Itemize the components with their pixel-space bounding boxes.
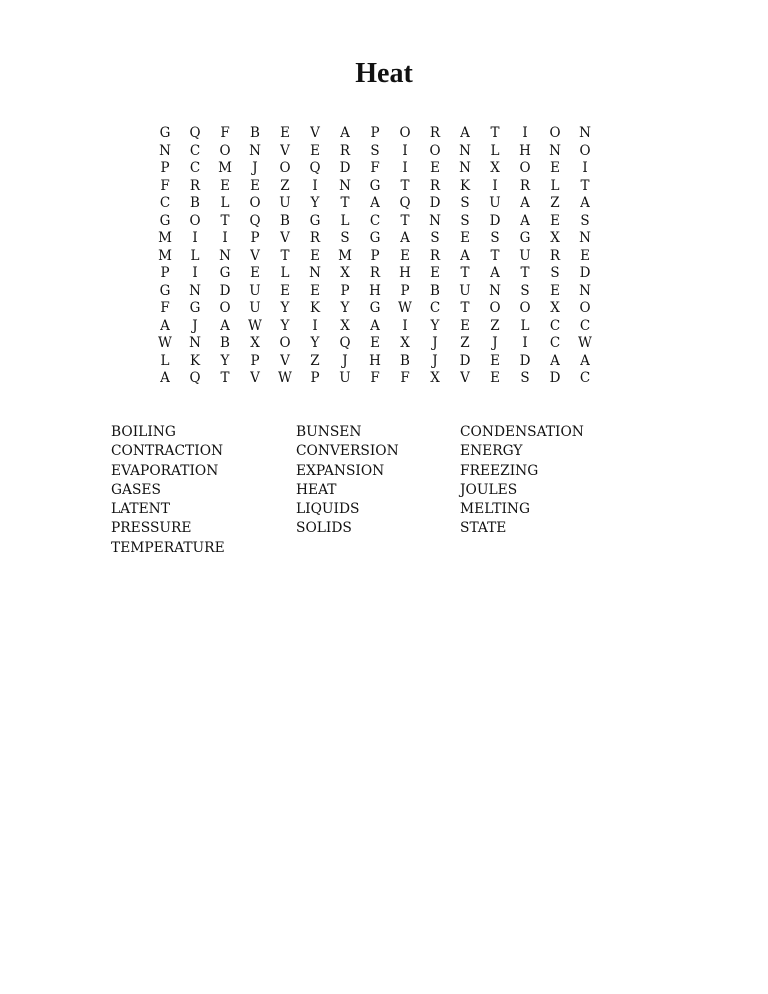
word-list-item: FREEZING (460, 462, 539, 479)
grid-letter: D (219, 282, 231, 299)
grid-letter: O (219, 142, 231, 159)
grid-letter: P (250, 352, 260, 369)
grid-letter: Z (550, 195, 560, 211)
grid-letter: L (220, 195, 230, 211)
grid-letter: B (430, 282, 440, 299)
grid-letter: T (490, 247, 500, 264)
grid-letter: J (192, 317, 198, 334)
word-list-row (111, 519, 671, 538)
grid-letter: E (460, 317, 470, 334)
grid-letter: N (219, 247, 231, 264)
word-list-row (111, 462, 671, 481)
grid-row (150, 178, 600, 196)
grid-row (150, 143, 600, 161)
grid-letter: C (369, 212, 381, 229)
grid-letter: E (250, 177, 260, 194)
grid-letter: O (249, 195, 261, 211)
grid-letter: G (159, 212, 171, 229)
grid-letter: O (189, 212, 201, 229)
grid-letter: Z (310, 352, 320, 369)
grid-letter: V (310, 125, 320, 141)
grid-letter: S (460, 212, 470, 229)
grid-letter: E (370, 335, 380, 351)
grid-letter: O (519, 160, 531, 176)
grid-letter: G (369, 300, 381, 316)
grid-letter: N (579, 230, 591, 246)
grid-letter: N (459, 142, 471, 159)
grid-letter: G (369, 230, 381, 246)
grid-row (150, 160, 600, 178)
grid-letter: P (400, 282, 410, 299)
grid-letter: D (339, 160, 351, 176)
grid-letter: V (280, 142, 290, 159)
grid-letter: A (370, 317, 380, 334)
grid-letter: G (189, 300, 201, 316)
grid-letter: T (220, 212, 230, 229)
grid-letter: E (310, 282, 320, 299)
grid-letter: V (250, 370, 260, 386)
grid-letter: K (189, 352, 201, 369)
grid-letter: Z (490, 317, 500, 334)
grid-letter: T (400, 177, 410, 194)
grid-letter: S (490, 230, 500, 246)
grid-letter: C (579, 370, 591, 386)
grid-letter: N (429, 212, 441, 229)
grid-letter: S (370, 142, 380, 159)
grid-letter: Y (280, 300, 290, 316)
grid-letter: E (430, 160, 440, 176)
grid-letter: N (489, 282, 501, 299)
grid-letter: V (250, 247, 260, 264)
grid-letter: A (460, 247, 470, 264)
grid-row (150, 195, 600, 213)
grid-letter: H (369, 352, 381, 369)
grid-letter: E (580, 247, 590, 264)
grid-letter: I (312, 317, 318, 334)
grid-letter: A (400, 230, 410, 246)
grid-letter: E (460, 230, 470, 246)
grid-letter: X (400, 335, 410, 351)
grid-letter: U (519, 247, 531, 264)
grid-letter: V (460, 370, 470, 386)
word-list-item: TEMPERATURE (111, 539, 225, 556)
grid-letter: G (369, 177, 381, 194)
grid-letter: B (400, 352, 410, 369)
grid-letter: I (192, 265, 198, 281)
grid-letter: S (430, 230, 440, 246)
grid-letter: E (550, 212, 560, 229)
grid-letter: E (310, 247, 320, 264)
grid-letter: S (340, 230, 350, 246)
grid-letter: C (189, 142, 201, 159)
grid-letter: S (580, 212, 590, 229)
grid-letter: L (280, 265, 290, 281)
grid-letter: E (550, 282, 560, 299)
word-list-item: EVAPORATION (111, 462, 219, 479)
grid-letter: O (519, 300, 531, 316)
grid-letter: W (578, 335, 592, 351)
grid-letter: N (249, 142, 261, 159)
grid-letter: C (429, 300, 441, 316)
grid-letter: X (550, 300, 560, 316)
grid-letter: T (460, 300, 470, 316)
grid-letter: T (580, 177, 590, 194)
grid-letter: E (250, 265, 260, 281)
grid-row (150, 353, 600, 371)
grid-letter: I (402, 317, 408, 334)
grid-letter: L (520, 317, 530, 334)
grid-letter: O (429, 142, 441, 159)
grid-letter: T (460, 265, 470, 281)
grid-letter: P (370, 125, 380, 141)
grid-letter: N (309, 265, 321, 281)
grid-letter: D (519, 352, 531, 369)
grid-row (150, 283, 600, 301)
word-list-item: BOILING (111, 424, 176, 440)
grid-letter: U (279, 195, 291, 211)
grid-letter: Z (280, 177, 290, 194)
grid-letter: Q (249, 212, 261, 229)
grid-letter: R (339, 142, 351, 159)
grid-letter: T (520, 265, 530, 281)
grid-letter: L (160, 352, 170, 369)
grid-letter: R (429, 177, 441, 194)
grid-letter: D (459, 352, 471, 369)
grid-letter: F (370, 370, 380, 386)
grid-letter: X (430, 370, 440, 386)
grid-letter: H (399, 265, 411, 281)
grid-letter: D (549, 370, 561, 386)
grid-letter: M (158, 230, 172, 246)
grid-letter: R (189, 177, 201, 194)
grid-letter: X (490, 160, 500, 176)
grid-letter: Q (339, 335, 351, 351)
grid-letter: J (252, 160, 258, 176)
grid-letter: B (190, 195, 200, 211)
word-list-item: BUNSEN (296, 424, 362, 440)
word-list (111, 423, 671, 558)
grid-letter: Y (340, 300, 350, 316)
grid-letter: A (520, 212, 530, 229)
grid-letter: E (490, 352, 500, 369)
grid-letter: X (340, 265, 350, 281)
grid-letter: E (400, 247, 410, 264)
grid-letter: Y (220, 352, 230, 369)
grid-letter: D (579, 265, 591, 281)
grid-letter: C (549, 335, 561, 351)
word-list-item: LIQUIDS (296, 501, 360, 518)
word-list-item: STATE (460, 520, 507, 537)
grid-letter: S (520, 370, 530, 386)
grid-letter: Y (310, 195, 320, 211)
grid-letter: M (338, 247, 352, 264)
grid-letter: V (280, 230, 290, 246)
grid-letter: S (550, 265, 560, 281)
grid-letter: P (370, 247, 380, 264)
grid-letter: X (250, 335, 260, 351)
word-list-item: HEAT (296, 481, 337, 498)
grid-letter: F (370, 160, 380, 176)
grid-letter: Z (460, 335, 470, 351)
grid-letter: O (279, 160, 291, 176)
grid-row (150, 335, 600, 353)
grid-letter: P (160, 160, 170, 176)
grid-letter: Q (309, 160, 321, 176)
grid-letter: K (459, 177, 471, 194)
grid-row (150, 248, 600, 266)
grid-row (150, 300, 600, 318)
grid-letter: U (459, 282, 471, 299)
word-list-item: LATENT (111, 501, 170, 518)
grid-letter: H (519, 142, 531, 159)
grid-letter: S (460, 195, 470, 211)
grid-letter: F (160, 300, 170, 316)
grid-letter: X (550, 230, 560, 246)
grid-letter: W (278, 370, 292, 386)
grid-letter: O (279, 335, 291, 351)
word-list-item: MELTING (460, 501, 530, 518)
grid-letter: E (490, 370, 500, 386)
grid-letter: N (579, 282, 591, 299)
grid-letter: N (459, 160, 471, 176)
grid-letter: B (250, 125, 260, 141)
grid-letter: G (159, 282, 171, 299)
grid-letter: R (429, 247, 441, 264)
word-list-row (111, 481, 671, 500)
grid-letter: L (490, 142, 500, 159)
grid-letter: O (399, 125, 411, 141)
grid-letter: A (520, 195, 530, 211)
grid-letter: J (432, 352, 438, 369)
grid-letter: V (280, 352, 290, 369)
grid-letter: T (280, 247, 290, 264)
grid-letter: L (340, 212, 350, 229)
word-list-row (111, 500, 671, 519)
grid-letter: J (492, 335, 498, 351)
grid-letter: J (432, 335, 438, 351)
grid-letter: A (580, 195, 590, 211)
grid-letter: R (309, 230, 321, 246)
word-list-item: GASES (111, 481, 161, 498)
grid-letter: X (340, 317, 350, 334)
grid-letter: F (220, 125, 230, 141)
grid-letter: N (339, 177, 351, 194)
grid-row (150, 265, 600, 283)
grid-letter: E (220, 177, 230, 194)
grid-letter: F (160, 177, 170, 194)
grid-letter: A (160, 370, 170, 386)
grid-letter: Y (310, 335, 320, 351)
grid-letter: B (220, 335, 230, 351)
grid-letter: E (550, 160, 560, 176)
grid-letter: G (309, 212, 321, 229)
grid-letter: P (160, 265, 170, 281)
grid-letter: N (549, 142, 561, 159)
grid-letter: N (159, 142, 171, 159)
grid-letter: E (310, 142, 320, 159)
grid-letter: R (549, 247, 561, 264)
grid-letter: M (158, 247, 172, 264)
grid-letter: Y (280, 317, 290, 334)
grid-letter: Q (189, 125, 201, 141)
grid-letter: A (160, 317, 170, 334)
grid-letter: U (249, 300, 261, 316)
grid-letter: Y (430, 317, 440, 334)
grid-letter: L (190, 247, 200, 264)
grid-letter: T (490, 125, 500, 141)
word-list-item: CONDENSATION (460, 424, 584, 440)
grid-letter: G (519, 230, 531, 246)
grid-letter: T (340, 195, 350, 211)
grid-letter: I (522, 335, 528, 351)
grid-letter: I (582, 160, 588, 176)
grid-letter: A (340, 125, 350, 141)
word-list-item: CONVERSION (296, 443, 399, 460)
page-title: Heat (355, 58, 413, 89)
word-list-item: PRESSURE (111, 520, 192, 537)
grid-letter: N (579, 125, 591, 141)
grid-row (150, 125, 600, 143)
word-list-item: JOULES (460, 481, 518, 498)
grid-letter: A (490, 265, 500, 281)
word-list-item: ENERGY (460, 443, 523, 460)
grid-letter: A (220, 317, 230, 334)
grid-letter: C (189, 160, 201, 176)
grid-letter: I (402, 160, 408, 176)
grid-letter: U (249, 282, 261, 299)
grid-letter: I (222, 230, 228, 246)
grid-letter: O (489, 300, 501, 316)
letter-grid (150, 125, 600, 388)
word-list-row (111, 539, 671, 558)
word-list-item: CONTRACTION (111, 443, 224, 460)
grid-letter: P (340, 282, 350, 299)
grid-letter: N (189, 282, 201, 299)
grid-letter: A (370, 195, 380, 211)
grid-letter: O (549, 125, 561, 141)
grid-letter: R (429, 125, 441, 141)
grid-letter: C (579, 317, 591, 334)
grid-letter: I (522, 125, 528, 141)
grid-letter: T (400, 212, 410, 229)
grid-letter: H (369, 282, 381, 299)
grid-letter: R (369, 265, 381, 281)
grid-letter: E (280, 125, 290, 141)
word-list-item: SOLIDS (296, 520, 352, 537)
grid-letter: W (158, 335, 172, 351)
grid-letter: F (400, 370, 410, 386)
grid-letter: D (489, 212, 501, 229)
grid-letter: K (309, 300, 321, 316)
grid-letter: R (519, 177, 531, 194)
grid-letter: A (460, 125, 470, 141)
grid-letter: B (280, 212, 290, 229)
grid-letter: J (342, 352, 348, 369)
grid-letter: O (579, 300, 591, 316)
grid-letter: G (219, 265, 231, 281)
grid-letter: O (219, 300, 231, 316)
grid-letter: C (549, 317, 561, 334)
grid-row (150, 213, 600, 231)
grid-letter: M (218, 160, 232, 176)
grid-letter: E (430, 265, 440, 281)
grid-letter: I (192, 230, 198, 246)
word-list-item: EXPANSION (296, 462, 385, 479)
grid-letter: W (398, 300, 412, 316)
grid-letter: I (312, 177, 318, 194)
word-list-row (111, 442, 671, 461)
grid-row (150, 370, 600, 388)
grid-row (150, 318, 600, 336)
grid-letter: I (492, 177, 498, 194)
grid-letter: A (580, 352, 590, 369)
grid-letter: I (402, 142, 408, 159)
grid-letter: U (339, 370, 351, 386)
grid-letter: S (520, 282, 530, 299)
grid-row (150, 230, 600, 248)
grid-letter: P (310, 370, 320, 386)
grid-letter: O (579, 142, 591, 159)
grid-letter: C (159, 195, 171, 211)
grid-letter: Q (189, 370, 201, 386)
grid-letter: L (550, 177, 560, 194)
grid-letter: Q (399, 195, 411, 211)
grid-letter: W (248, 317, 262, 334)
grid-letter: N (189, 335, 201, 351)
grid-letter: G (159, 125, 171, 141)
grid-letter: P (250, 230, 260, 246)
grid-letter: T (220, 370, 230, 386)
grid-letter: U (489, 195, 501, 211)
word-list-row (111, 423, 671, 442)
grid-letter: D (429, 195, 441, 211)
grid-letter: E (280, 282, 290, 299)
grid-letter: A (550, 352, 560, 369)
